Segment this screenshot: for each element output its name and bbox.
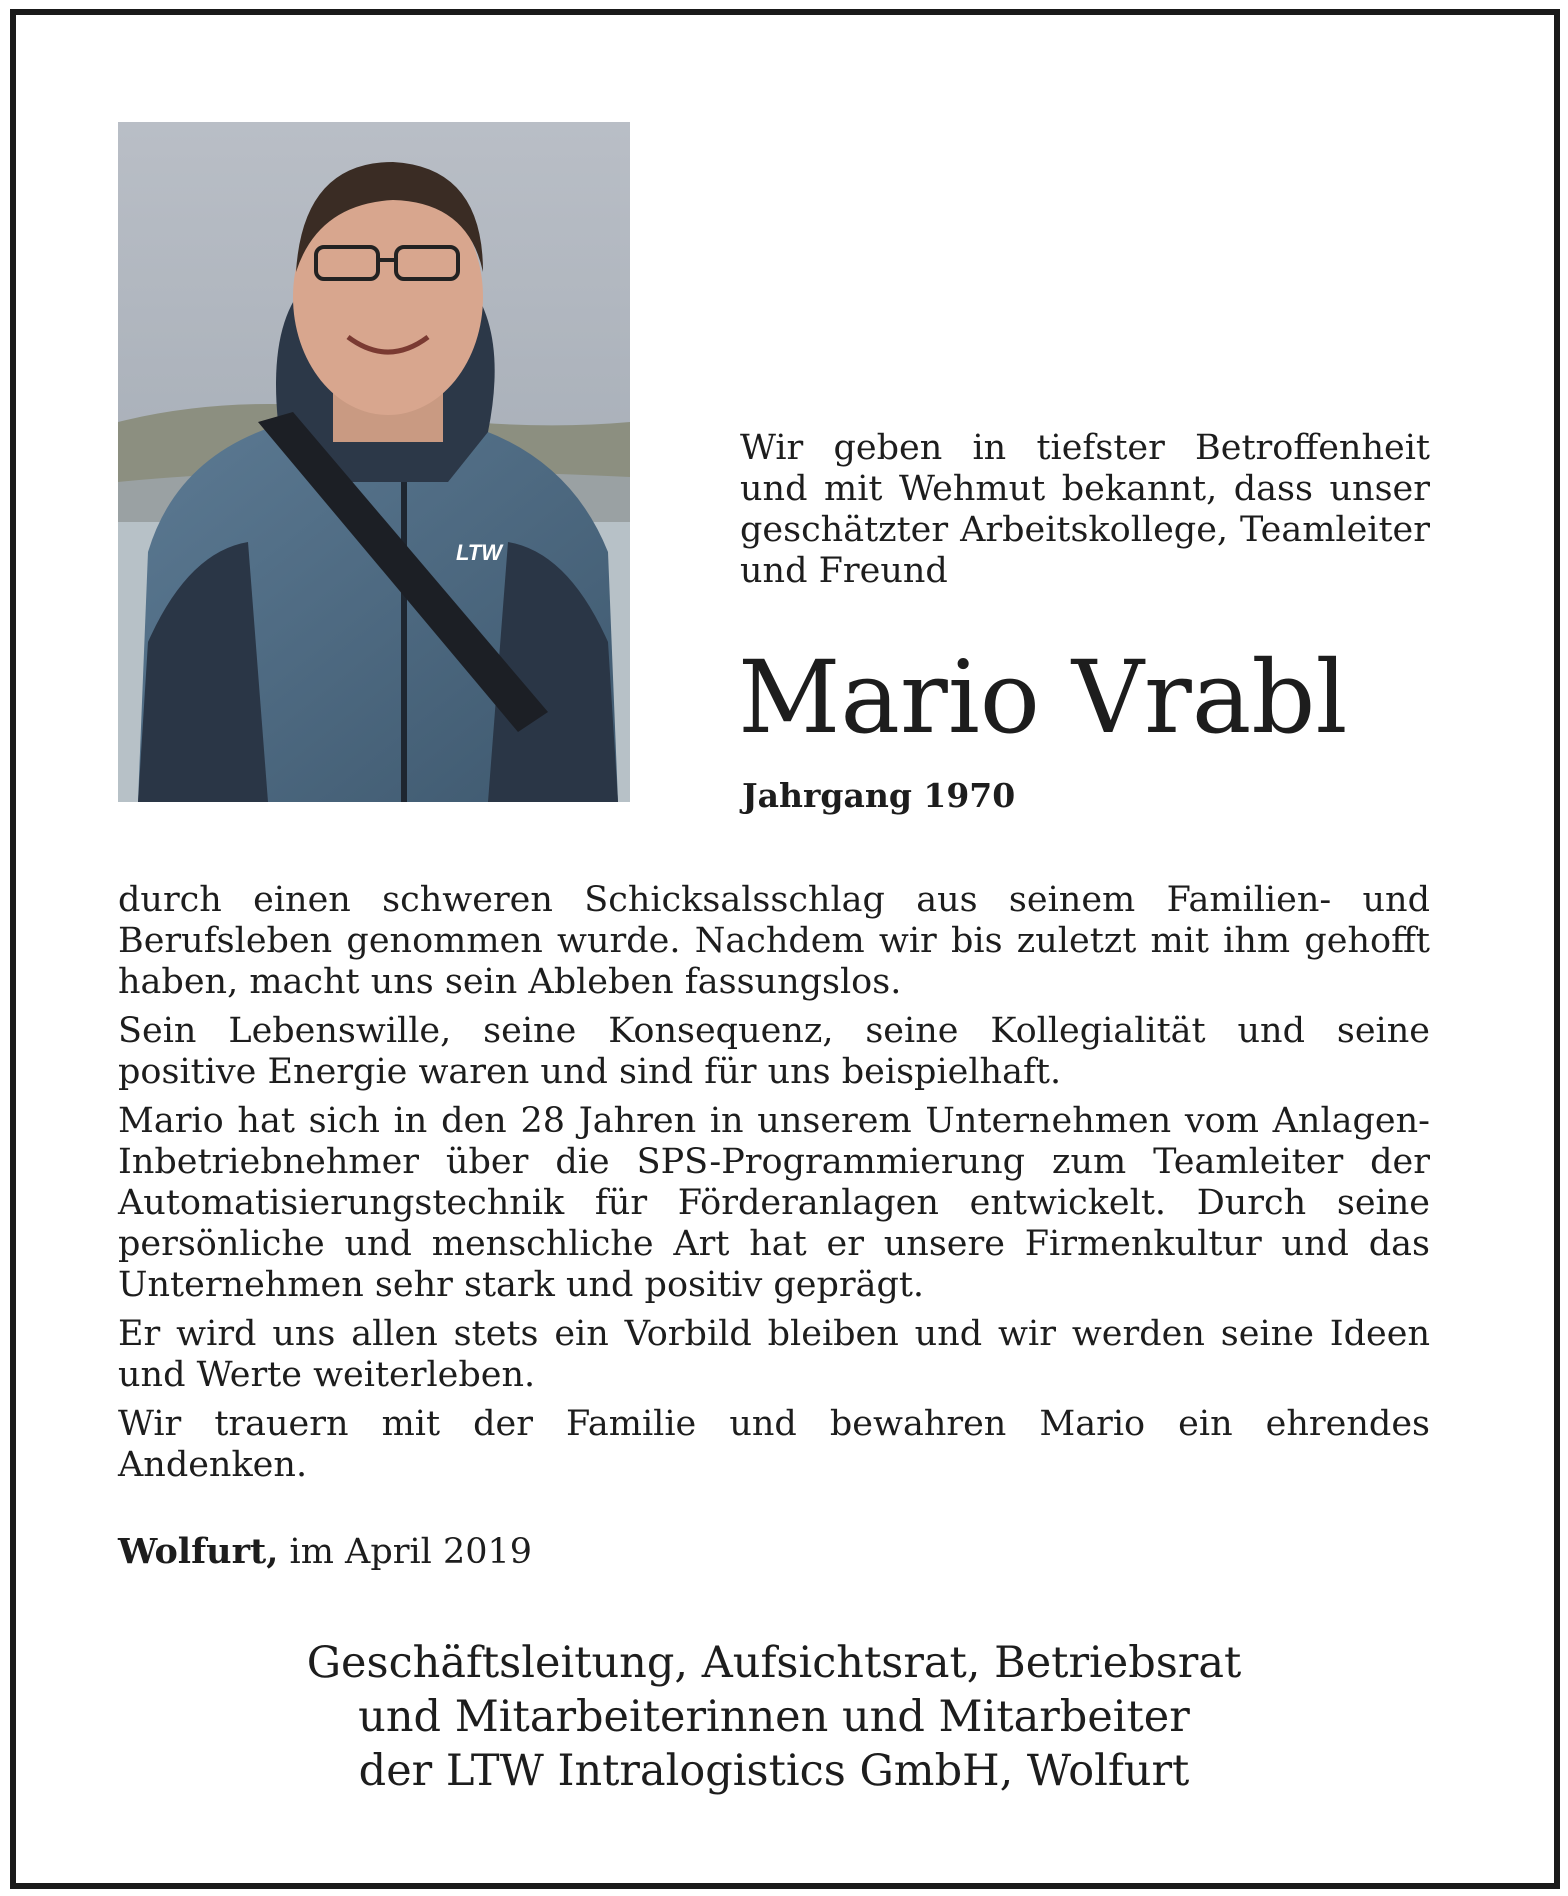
signature-line: der LTW Intralogistics GmbH, Wolfurt — [358, 1746, 1190, 1796]
body-paragraph: Er wird uns allen stets ein Vorbild bleiben und wir werden seine Ideen und Werte weiterleben. — [118, 1314, 1430, 1395]
intro-text: Wir geben in tiefster Betroffenheit und mit Wehmut bekannt, dass unser geschätzter Arbeitskollege, Teamleiter und Freund — [740, 428, 1430, 591]
body-paragraph: Wir trauern mit der Familie und bewahren Mario ein ehrendes Andenken. — [118, 1404, 1430, 1485]
body-paragraph: Mario hat sich in den 28 Jahren in unserem Unternehmen vom Anlagen-Inbetriebnehmer über die SPS-Programmierung zum Teamleiter der Automatisierungstechnik für Förderanlagen entwickelt. Durch seine persönliche und menschliche Art hat er unsere Firmenkultur und das Unternehmen sehr stark und positiv geprägt. — [118, 1101, 1430, 1305]
place-date-text: im April 2019 — [289, 1532, 533, 1572]
body-paragraph: Sein Lebenswille, seine Konsequenz, seine Kollegialität und seine positive Energie waren und sind für uns beispielhaft. — [118, 1011, 1430, 1092]
place-date — [118, 1531, 818, 1573]
place-city: Wolfurt, — [118, 1531, 279, 1572]
signature-line: Geschäftsleitung, Aufsichtsrat, Betriebsrat — [306, 1638, 1242, 1688]
signature-line: und Mitarbeiterinnen und Mitarbeiter — [358, 1692, 1190, 1742]
birth-year: Jahrgang 1970 — [742, 776, 1016, 815]
signature-block — [118, 1636, 1430, 1798]
portrait-photo — [118, 122, 630, 802]
jacket-logo-text: LTW — [456, 540, 503, 565]
portrait-photo-icon — [118, 122, 630, 802]
notice-body — [118, 880, 1430, 1494]
deceased-name: Mario Vrabl — [738, 639, 1348, 756]
body-paragraph: durch einen schweren Schicksalsschlag aus seinem Familien- und Berufsleben genommen wurde. Nachdem wir bis zuletzt mit ihm gehofft haben, macht uns sein Ableben fassungslos. — [118, 880, 1430, 1002]
